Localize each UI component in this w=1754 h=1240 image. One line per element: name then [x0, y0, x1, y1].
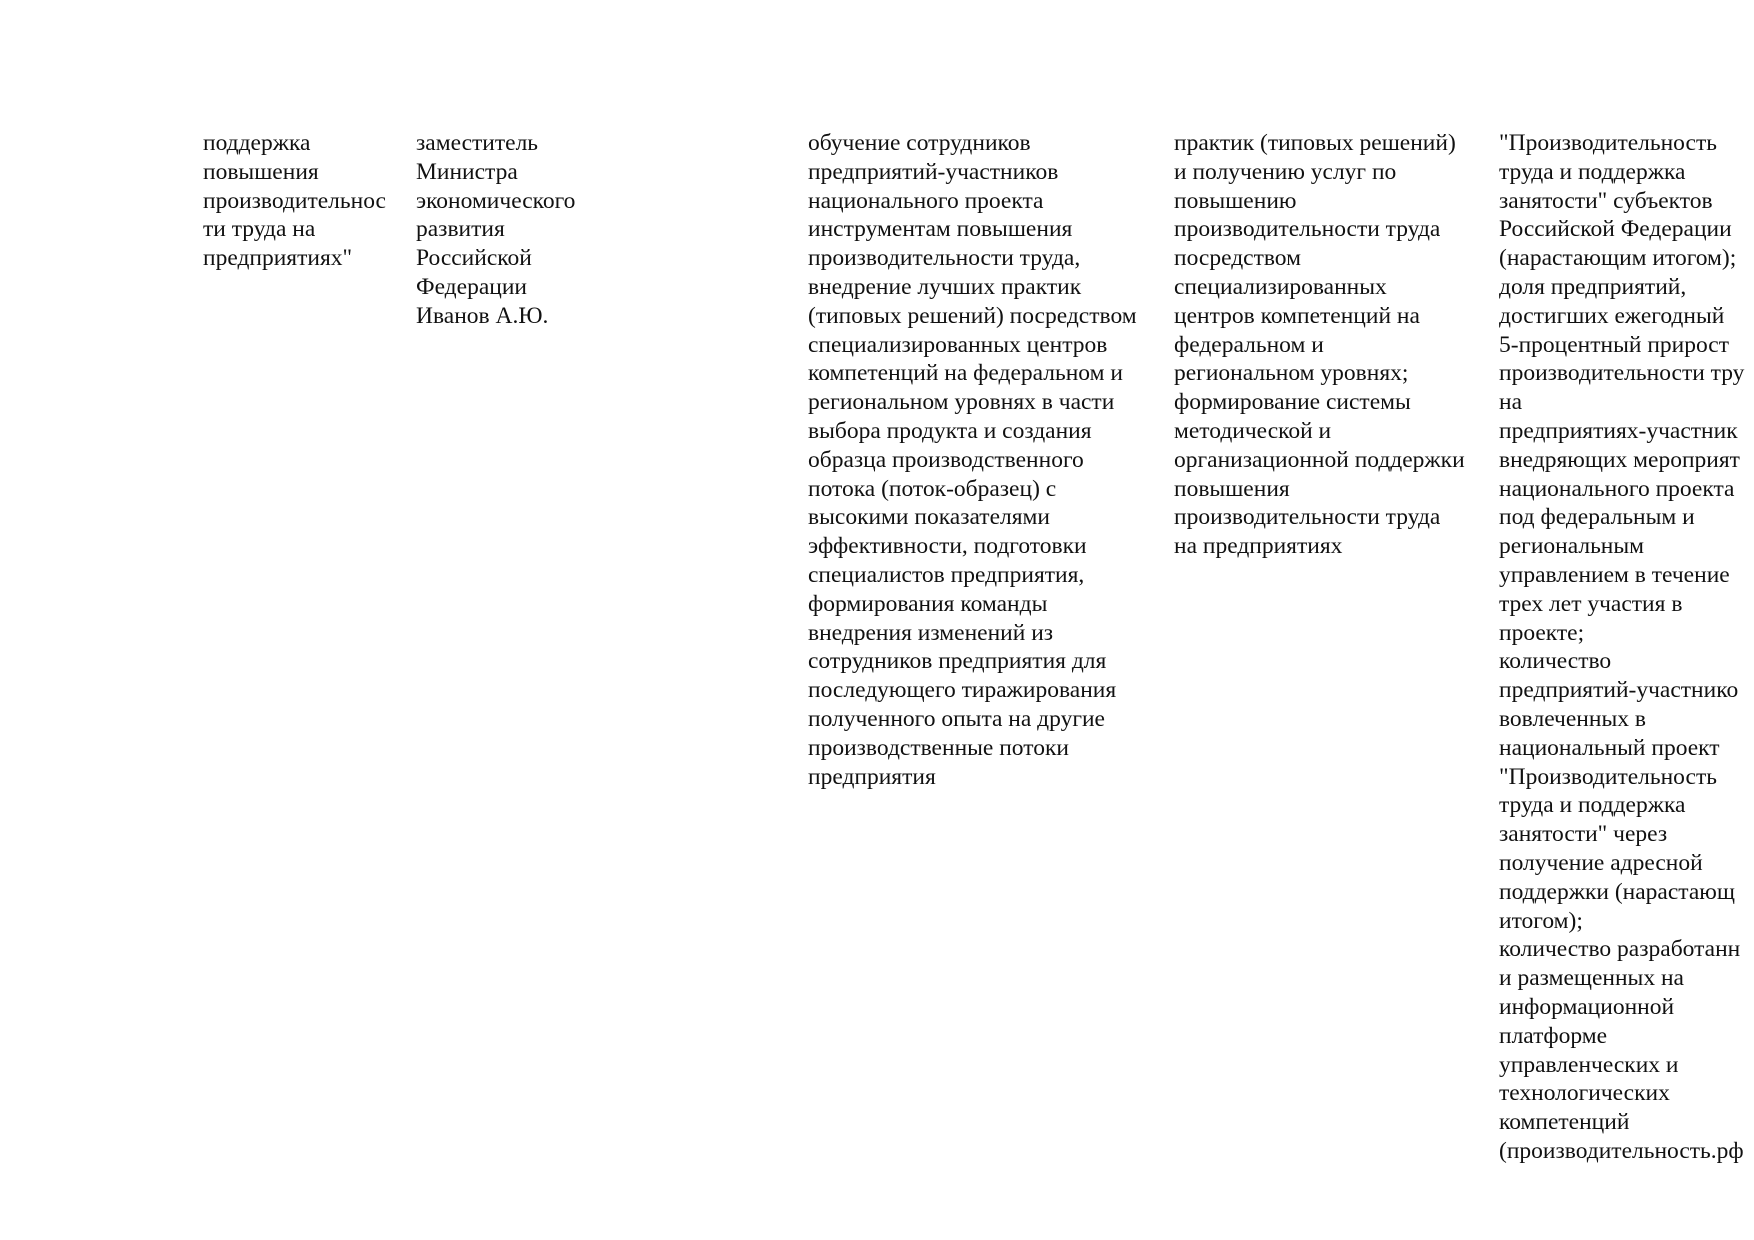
cell-indicators: "Производительность труда и поддержка занятости" субъектов Российской Федерации (нарастающим итогом); доля предприятий, достигших ежегодный 5-процентный прирост производительности тру на предприятиях-участник внедряющих мероприят национального проекта под федеральным и региональным управлением в течение трех лет участия в проекте; количество предприятий-участнико вовлеченных в национальный проект "Производительность труда и поддержка занятости" через получение адресной поддержки (нарастающ итогом); количество разработанн и размещенных на информационной платформе управленческих и технологических компетенций (производительность.рф [1499, 130, 1745, 1164]
cell-results: практик (типовых решений) и получению услуг по повышению производительности труда посредством специализированных центров компетенций на федеральном и региональном уровнях; формирование системы методической и организационной поддержки повышения производительности труда на предприятиях [1174, 130, 1465, 560]
cell-responsible-person: заместитель Министра экономического развития Российской Федерации Иванов А.Ю. [416, 130, 576, 329]
cell-project-name: поддержка повышения производительнос ти труда на предприятиях" [203, 130, 386, 272]
cell-activities: обучение сотрудников предприятий-участников национального проекта инструментам повышения производительности труда, внедрение лучших практик (типовых решений) посредством специализированных центров компетенций на федеральном и региональном уровнях в части выбора продукта и создания образца производственного потока (поток-образец) с высокими показателями эффективности, подготовки специалистов предприятия, формирования команды внедрения изменений из сотрудников предприятия для последующего тиражирования полученного опыта на другие производственные потоки предприятия [808, 130, 1137, 790]
